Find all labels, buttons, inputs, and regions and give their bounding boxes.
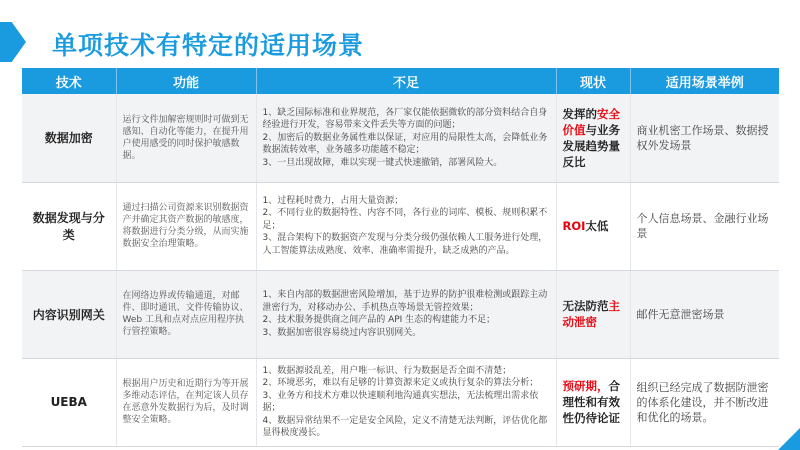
- scenario-example: 邮件无意泄密场景: [630, 270, 779, 358]
- tech-shortcomings: [256, 358, 556, 446]
- scenario-example: 商业机密工作场景、数据授权外发场景: [630, 94, 779, 182]
- tech-name: 数据发现与分类: [22, 182, 116, 270]
- header-status: 现状: [556, 68, 630, 94]
- tech-function: 运行文件加解密规则时可做到无感知、自动化等能力，在提升用户使用感受的同时保护敏感数据。: [116, 94, 256, 182]
- table-header-row: [22, 68, 779, 94]
- header-function: 功能: [116, 68, 256, 94]
- tech-shortcomings: [256, 94, 556, 182]
- shortcoming-item: 2、技术服务提供商之间产品的 API 生态的构建能力不足；: [262, 315, 496, 325]
- tech-status: [556, 182, 630, 270]
- shortcoming-item: 1、过程耗时费力，占用大量资源；: [262, 195, 404, 206]
- shortcoming-item: 2、不同行业的数据特性、内容不同，各行业的词库、模板、规则积累不足；: [262, 208, 548, 231]
- header-shortcomings: 不足: [256, 68, 556, 94]
- shortcoming-item: 3、混合架构下的数据资产发现与分类分级仍强依赖人工服务进行处理，人工智能算法成熟度、效率、准确率需提升，缺乏成熟的产品。: [262, 233, 548, 256]
- tech-status: [556, 270, 630, 358]
- tech-function: 通过扫描公司资源来识别数据资产并确定其资产数据的敏感度，将数据进行分类分级，从而实施数据安全治理策略。: [116, 182, 256, 270]
- tech-status: [556, 94, 630, 182]
- shortcoming-item: 1、来自内部的数据泄密风险增加，基于边界的防护很难检测或跟踪主动泄密行为，对移动办公、手机热点等场景无管控效果；: [262, 290, 548, 313]
- scenario-example: 个人信息场景、金融行业场景: [630, 182, 779, 270]
- table-row: [22, 94, 779, 182]
- shortcoming-item: 2、加密后的数据业务属性难以保证，对应用的局限性太高，会降低业务数据流转效率，业务越多功能越不稳定；: [262, 132, 548, 155]
- table-row: [22, 182, 779, 270]
- shortcoming-item: 2、环境恶劣，难以有足够的计算资源来定义或执行复杂的算法分析；: [262, 378, 539, 388]
- table-row: [22, 358, 779, 446]
- status-highlight: ROI: [562, 219, 586, 233]
- status-text: 无法防范: [562, 299, 609, 313]
- status-highlight: 主动泄密: [562, 299, 620, 329]
- tech-status: [556, 358, 630, 446]
- shortcoming-item: 1、缺乏国际标准和业界规范，各厂家仅能依据微软的部分资料结合自身经验进行开发，容易带来文件丢失等方面的问题；: [262, 107, 548, 130]
- status-text: 太低: [585, 219, 609, 233]
- table-row: [22, 270, 779, 358]
- shortcoming-item: 1、数据源驳乱差，用户唯一标识、行为数据是否全面不清楚；: [262, 365, 512, 376]
- status-highlight: 预研期，: [562, 379, 609, 393]
- tech-function: 在网络边界或传输通道，对邮件、即时通讯、文件传输协议、Web 工具和点对点应用程序执行管控策略。: [116, 270, 256, 358]
- header-technology: 技术: [22, 68, 116, 94]
- shortcoming-item: 3、业务方和技术方难以快速顺利地沟通真实想法，无法梳理出需求依据；: [262, 390, 539, 413]
- tech-name: 内容识别网关: [22, 270, 116, 358]
- scenario-table: [22, 68, 779, 447]
- status-text: 与业务发展趋势量反比: [562, 122, 620, 169]
- scenario-example: 组织已经完成了数据防泄密的体系化建设，并不断改进和优化的场景。: [630, 358, 779, 446]
- tech-shortcomings: [256, 182, 556, 270]
- shortcoming-item: 3、数据加密很容易绕过内容识别网关。: [262, 327, 422, 338]
- tech-function: 根据用户历史和近期行为等开展多维动态评估，在判定该人员存在恶意外发数据行为后，及时调整安全策略。: [116, 358, 256, 446]
- corner-accent: [778, 428, 800, 450]
- tech-name: 数据加密: [22, 94, 116, 182]
- title-accent-bar: [0, 22, 26, 62]
- status-highlight: 安全价值: [562, 106, 620, 137]
- shortcoming-item: 3、一旦出现故障，难以实现一键式快速撤销，部署风险大。: [262, 157, 503, 168]
- tech-shortcomings: [256, 270, 556, 358]
- header-scenario: 适用场景举例: [630, 68, 779, 94]
- tech-name: UEBA: [22, 358, 116, 446]
- status-text: 合理性和有效性仍待论证: [562, 379, 620, 425]
- status-text: 发挥的: [562, 106, 597, 121]
- slide-title: 单项技术有特定的适用场景: [52, 31, 365, 60]
- shortcoming-item: 4、数据异常结果不一定是安全风险，定义不清楚无法判断，评估优化都显得极度漫长。: [262, 415, 548, 438]
